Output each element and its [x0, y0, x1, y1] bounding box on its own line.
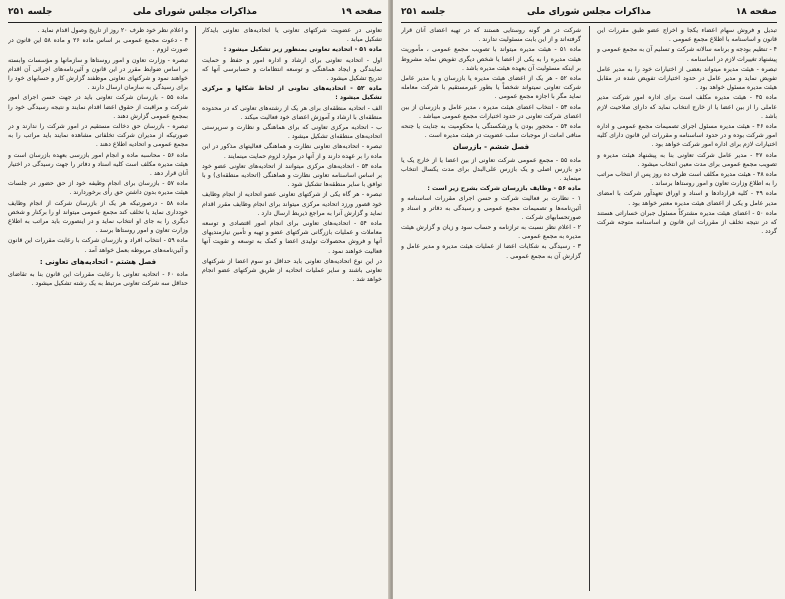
section-heading: فصل هشتم - اتحادیه‌های تعاونی : [39, 257, 157, 266]
paragraph: ماده ۵۷ - بازرسان برای انجام وظیفه خود از حق حضور در جلسات هیئت مدیره بدون داشتن حق رأی برخوردارند . [8, 180, 188, 197]
page-left [0, 0, 390, 599]
paragraph: ماده ۵۴ - محجور بودن یا ورشکستگی یا محکومیت به جنایت یا جنحه منافی امانت از موجبات سلب عضویت در هیئت مدیره است . [401, 123, 581, 140]
paragraph: تبصره - هیئت مدیره میتواند بعضی از اختیارات خود را به مدیر عامل تفویض نماید و مدیر عامل در حدود اختیارات تفویض شده در مقابل هیئت مدیره مسئول خواهد بود . [597, 65, 777, 92]
page-header [401, 6, 777, 23]
paragraph: ماده ۴۶ - هیئت مدیره مسئول اجرای تصمیمات مجمع عمومی و اداره امور شرکت بوده و در حدود اساسنامه و مقررات این قانون دارای کلیه اختیارات لازم برای اداره امور شرکت خواهد بود . [597, 123, 777, 149]
paragraph: ماده ۵۶ - محاسبه ماده و انجام امور بازرسی بعهده بازرسان است و هیئت مدیره مکلف است کلیه اسناد و دفاتر را جهت رسیدگی در اختیار آنان قرار دهد . [8, 151, 188, 178]
paragraph: الف - اتحادیه منطقه‌ای برای هر یک از رشته‌های تعاونی که در محدوده منطقه‌ای با ارشاد و آموزش اعضای خود فعالیت میکند . [202, 104, 382, 121]
paragraph: ماده ۵۳ - اتحادیه‌های مرکزی میتوانند از اتحادیه‌های تعاونی عضو خود بر اساس اساسنامه تعاونی نظارت و هماهنگی (اتحادیه منطقه‌ای) و با توافق با سایر منطقه‌ها تشکیل شود . [202, 162, 382, 189]
text-column-left [401, 26, 581, 593]
paragraph: در این نوع اتحادیه‌های تعاونی باید حداقل دو سوم اعضا از شرکتهای تعاونی باشند و سایر عملیات اتحادیه از طریق شرکتهای عضو انجام خواهد شد . [202, 257, 382, 284]
paragraph: ۴ - تنظیم بودجه و برنامه سالانه شرکت و تسلیم آن به مجمع عمومی و پیشنهاد تغییرات لازم در اساسنامه . [597, 46, 777, 63]
page-header [8, 6, 382, 23]
header-session: جلسه ۲۵۱ [401, 7, 446, 17]
paragraph: ماده ۵۶ - وظایف بازرسان شرکت بشرح زیر است : [427, 185, 581, 193]
header-page-number: صفحه ۱۸ [735, 7, 777, 17]
header-page-number: صفحه ۱۹ [340, 7, 382, 17]
paragraph: ماده ۵۳ - انتخاب اعضای هیئت مدیره ، مدیر عامل و بازرسان از بین اعضای شرکت تعاونی در حدود اختیارات مجمع عمومی میباشد . [401, 103, 581, 120]
paragraph: و اعلام نظر خود ظرف ۲۰ روز از تاریخ وصول اقدام نماید . [37, 27, 188, 34]
paragraph: ماده ۵۴ - اتحادیه‌های تعاونی برای انجام امور اقتصادی و توسعه معاملات و عملیات بازرگانی شرکتهای عضو و تهیه و تأمین نیازمندیهای آنها و فروش محصولات تولیدی اعضا و کمک به توسعه و تقویت آنها فعالیت خواهند نمود . [202, 220, 382, 255]
paragraph: ماده ۴۸ - هیئت مدیره مکلف است ظرف ده روز پس از انتخاب مراتب را به اطلاع وزارت تعاون و امور روستاها برساند . [597, 171, 777, 188]
paragraph: تعاونی در عضویت شرکتهای تعاونی یا اتحادیه‌های تعاونی بایدکار تشکیل میابد . [202, 27, 382, 44]
paragraph: ۲ - اعلام نظر نسبت به ترازنامه و حساب سود و زیان و گزارش هیئت مدیره به مجمع عمومی . [401, 224, 581, 241]
paragraph: ماده ۵۵ - بازرسان شرکت تعاونی باید در جهت حسن اجرای امور شرکت و مراقبت از حقوق اعضا اقدام نمایند و نتیجه رسیدگی خود را بمجمع عمومی گزارش دهند . [8, 94, 188, 120]
section-heading: فصل ششم - بازرسان [452, 143, 530, 152]
paragraph: تبصره - وزارت تعاون و امور روستاها و سازمانها و مؤسسات وابسته بر اساس ضوابط مقرر در این قانون و آئین‌نامه‌های اجرائی آن اقدام خواهند نمود و شرکتهای تعاونی موظفند گزارش کار و حسابهای خود را برای رسیدگی به سازمان ارسال دارند . [8, 56, 188, 92]
paragraph: ماده ۵۵ - مجمع عمومی شرکت تعاونی از بین اعضا یا از خارج یک یا دو بازرس اصلی و یک بازرس علی‌البدل برای مدت یکسال انتخاب مینماید . [401, 156, 581, 183]
paragraph: ماده ۵۹ - انتخاب افراد و بازرسان شرکت با رعایت مقررات این قانون و آئین‌نامه‌های مربوطه بعمل خواهد آمد . [8, 237, 188, 254]
text-column-right [597, 26, 777, 593]
column-divider [195, 26, 196, 591]
paragraph: ب - اتحادیه مرکزی تعاونی که برای هماهنگی و نظارت و سرپرستی اتحادیه‌های منطقه‌ای تشکیل میشود . [202, 124, 382, 141]
paragraph: ۳ - رسیدگی به شکایات اعضا از عملیات هیئت مدیره و مدیر عامل و گزارش آن به مجمع عمومی . [401, 243, 581, 260]
header-title: مذاکرات مجلس شورای ملی [132, 7, 258, 17]
paragraph: شرکت در هر گونه روستایی هستند که در تهیه اعضای آنان قرار گرفته‌اند و از این بابت مسئولیت ندارند . [401, 27, 581, 44]
paragraph: ماده ۵۱ - هیئت مدیره میتواند با تصویب مجمع عمومی ، مأموریت هیئت مدیره را به یکی از اعضا یا شخص دیگری تفویض نماید مشروط بر اینکه مسئولیت آن بعهده هیئت مدیره باشد . [401, 46, 581, 72]
column-divider [589, 26, 590, 591]
text-column-right [202, 26, 382, 593]
paragraph: تبصره - بازرسان حق دخالت مستقیم در امور شرکت را ندارند و در صورتیکه از مدیران شرکت تخلفاتی مشاهده نمایند باید مراتب را به مجمع عمومی و اتحادیه اطلاع دهند . [8, 123, 188, 149]
paragraph: ماده ۶۰ - اتحادیه تعاونی با رعایت مقررات این قانون بنا به تقاضای حداقل سه شرکت تعاونی مرتبط به یک رشته تشکیل میشود . [8, 271, 188, 288]
paragraph: ماده ۴۹ - کلیه قراردادها و اسناد و اوراق تعهدآور شرکت با امضای مدیر عامل و یکی از اعضای هیئت مدیره معتبر خواهد بود . [597, 190, 777, 207]
paragraph: ماده ۴۵ - هیئت مدیره مکلف است برای اداره امور شرکت مدیر عاملی را از بین اعضا یا از خارج انتخاب نماید که دارای صلاحیت لازم باشد . [597, 94, 777, 120]
paragraph: ۴ - دعوت مجمع عمومی بر اساس ماده ۲۶ و ماده ۵۸ این قانون در صورت لزوم . [8, 37, 188, 54]
paragraph: تبصره - اتحادیه‌های تعاونی نظارت و هماهنگی فعالیتهای مذکور در این ماده را بر عهده دارند و از آنها در موارد لزوم حمایت مینمایند . [202, 143, 382, 160]
paragraph: اول - اتحادیه تعاونی برای ارشاد و اداره امور و حفظ و حمایت نمایندگی و ایجاد هماهنگی و توسعه انتظامات و حسابرسی آنها که تدریج تشکیل میشود . [202, 56, 382, 83]
page-right [393, 0, 785, 599]
paragraph: ماده ۴۷ - مدیر عامل شرکت تعاونی بنا به پیشنهاد هیئت مدیره و تصویب مجمع عمومی برای مدت معین انتخاب میشود . [597, 151, 777, 168]
paragraph: ماده ۵۲ - اتحادیه‌های تعاونی از لحاظ شکلها و مرکزی تشکیل میشود : [202, 85, 382, 102]
header-title: مذاکرات مجلس شورای ملی [526, 7, 652, 17]
paragraph: تبدیل و فروش سهام اعضاء یکجا و اخراج عضو طبق مقررات این قانون و اساسنامه با اطلاع مجمع عمومی . [597, 27, 777, 44]
paragraph: ماده ۵۸ - درصورتیکه هر یک از بازرسان شرکت از انجام وظایف خودداری نماید یا تخلف کند مجمع عمومی میتواند او را برکنار و شخص دیگری را به جای او انتخاب نماید و در اینصورت باید مراتب به اطلاع وزارت تعاون و امور روستاها برسد . [8, 199, 188, 235]
paragraph: ۱ - نظارت بر فعالیت شرکت و حسن اجرای مقررات اساسنامه و آئین‌نامه‌ها و تصمیمات مجمع عمومی و رسیدگی به دفاتر و اسناد و صورتحسابهای شرکت . [401, 195, 581, 221]
paragraph: ماده ۵۰ - اعضای هیئت مدیره مشترکاً مسئول جبران خساراتی هستند که در نتیجه تخلف از مقررات این قانون و اساسنامه متوجه شرکت گردد . [597, 209, 777, 236]
paragraph: تبصره - هر گاه یکی از شرکتهای تعاونی عضو اتحادیه از انجام وظایف خود قصور ورزد اتحادیه مرکزی میتواند برای انجام وظایف مقرر اقدام نماید و گزارش آنرا به مراجع ذیربط ارسال دارد . [202, 191, 382, 217]
header-session: جلسه ۲۵۱ [8, 7, 53, 17]
text-column-left [8, 26, 188, 593]
paragraph: ماده ۵۱ - اتحادیه تعاونی بمنظور زیر تشکیل میشود : [223, 46, 382, 54]
paragraph: ماده ۵۲ - هر یک از اعضای هیئت مدیره یا بازرسان و یا مدیر عامل شرکت تعاونی نمیتواند شخصاً یا بطور غیرمستقیم با شرکت معامله نماید مگر با اجازه مجمع عمومی . [401, 75, 581, 101]
